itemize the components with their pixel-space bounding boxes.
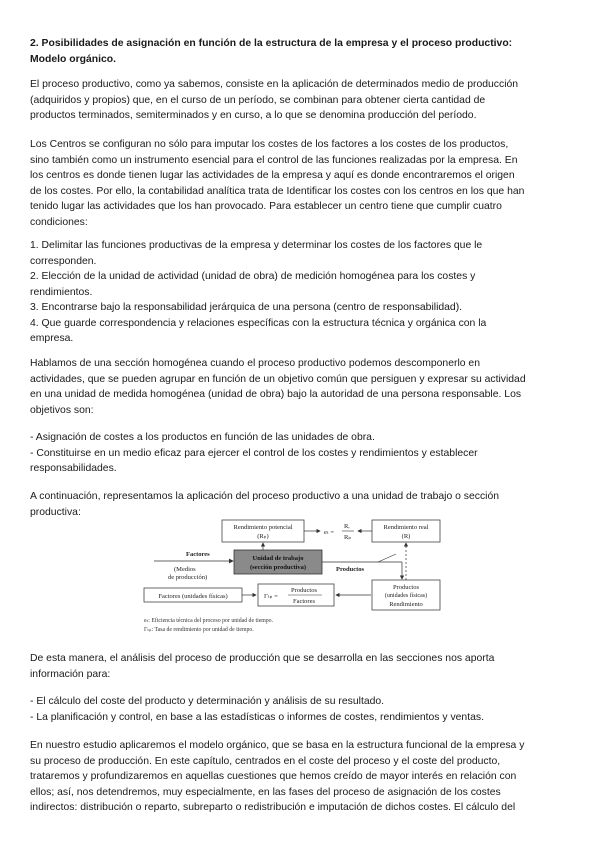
physical-factors-label: Factores (unidades físicas) (158, 593, 228, 600)
list-item: - Constituirse en un medio eficaz para ejercer el control de los costes y rendimientos y establecer (30, 447, 478, 459)
real-yield-label: Rendimiento real (383, 524, 429, 531)
text-line: productos terminados, semiterminados y en curso, a lo que se denomina producción del período. (30, 110, 477, 121)
text-line: trataremos y profundizaremos en aquellas cuestiones que hemos creído de mayor interés en relación con (30, 771, 517, 782)
text-line: En nuestro estudio aplicaremos el modelo orgánico, que se basa en la estructura funcional de la empresa y (30, 740, 525, 751)
list-item: 1. Delimitar las funciones productivas de la empresa y determinar los costes de los factores que le (30, 240, 483, 251)
list-item: 4. Que guarde correspondencia y relaciones específicas con la estructura técnica y orgánica con la (30, 317, 487, 329)
list-item: empresa. (30, 333, 74, 344)
paragraph-centers (30, 137, 570, 230)
text-line: objetivos son: (30, 404, 94, 416)
list-item: - Asignación de costes a los productos en función de las unidades de obra. (30, 432, 375, 443)
section-title-line: Modelo orgánico. (30, 53, 117, 65)
efficiency-lhs: eₜ = (324, 529, 335, 536)
work-unit-label: Unidad de trabajo (252, 555, 304, 562)
text-line: (adquiridos y propios) que, en el curso de un período, se combinan para obtener cierta cantidad de (30, 94, 486, 106)
products-box-title: Productos (393, 584, 419, 591)
list-item: 2. Elección de la unidad de actividad (unidad de obra) de medición homogénea para los costes y (30, 271, 476, 282)
factors-label: Factores (186, 551, 210, 558)
paragraph-homogeneous-section (30, 356, 570, 418)
production-process-diagram (140, 516, 462, 640)
legend-efficiency: eₜ: Eficiencia técnica del proceso por unidad de tiempo. (144, 618, 274, 624)
paragraph-production-process (30, 77, 570, 124)
paragraph-analysis (30, 651, 570, 682)
paragraph-organic-model (30, 738, 570, 816)
text-line: Los Centros se configuran no sólo para imputar los costes de los factores a los costes de los productos, (30, 139, 509, 150)
legend-yield-rate: Γₜₚ: Tasa de rendimiento por unidad de tiempo. (144, 627, 254, 633)
productive-section-label: (sección productiva) (249, 564, 307, 571)
branch-line (378, 554, 396, 562)
text-line: productiva: (30, 506, 81, 518)
text-line: A continuación, representamos la aplicación del proceso productivo a una unidad de trabajo o sección (30, 491, 500, 502)
physical-units-label: (unidades físicas) (384, 593, 428, 599)
efficiency-denominator: Rₚ (344, 534, 352, 541)
list-item: - El cálculo del coste del producto y determinación y análisis de su resultado. (30, 696, 385, 707)
ratio-denominator: Factores (292, 598, 316, 605)
means-label: (Medios (174, 566, 196, 573)
text-line: El proceso productivo, como ya sabemos, consiste en la aplicación de determinados medio de producción (30, 79, 519, 90)
text-line: tenido lugar las actividades que los han provocado. Para establecer un centro tiene que cumplir cuatro (30, 201, 502, 212)
text-line: información para: (30, 668, 111, 680)
potential-yield-symbol: (Rₚ) (257, 533, 269, 540)
section-title-line: 2. Posibilidades de asignación en función de la estructura de la empresa y el proceso productivo: (30, 38, 513, 49)
text-line: sino también como un instrumento esencial para el control de las funciones realizadas por la empresa. En (30, 154, 518, 166)
real-yield-symbol: (R) (401, 533, 411, 540)
conditions-list (30, 238, 570, 347)
list-item: rendimientos. (30, 286, 93, 298)
text-line: Hablamos de una sección homogénea cuando el proceso productivo podemos descomponerlo en (30, 358, 480, 369)
section-title (30, 36, 570, 67)
text-line: su proceso de producción. En este capítulo, centrados en el coste del proceso y el coste del producto, (30, 755, 501, 767)
text-line: indirectos: distribución o reparto, subreparto o redistribución e imputación de dichos costes. El cálculo del (30, 802, 516, 813)
text-line: los centros es donde tienen lugar las actividades de la empresa y aquí es donde encontraremos el origen (30, 170, 515, 181)
production-means-label: de producción) (168, 574, 208, 581)
list-item: 3. Encontrarse bajo la responsabilidad jerárquica de una persona (centro de responsabilidad). (30, 302, 463, 313)
text-line: ellos; así, nos detendremos, muy especialmente, en las fases del proceso de asignación de los costes (30, 786, 501, 798)
text-line: condiciones: (30, 216, 88, 228)
potential-yield-label: Rendimiento potencial (233, 524, 293, 531)
list-item: corresponden. (30, 255, 97, 267)
text-line: De esta manera, el análisis del proceso de producción que se desarrolla en las secciones nos aporta (30, 653, 495, 664)
yield-label: Rendimiento (389, 601, 423, 608)
ratio-lhs: Γₜₚ = (264, 593, 278, 600)
efficiency-numerator: Rᵣ (344, 523, 350, 530)
text-line: en una unidad de medida homogénea (unidad de obra) bajo la autoridad de una persona responsable. Los (30, 389, 522, 400)
list-item: - La planificación y control, en base a las estadísticas o informes de costes, rendimientos y ventas. (30, 711, 484, 723)
products-output-label: Productos (336, 566, 365, 573)
text-line: actividades, que se pueden agrupar en función de un objetivo común que persiguen y expresar su actividad (30, 373, 526, 385)
list-item: responsabilidades. (30, 463, 117, 474)
objectives-list (30, 430, 570, 477)
text-line: de los costes. Por ello, la contabilidad analítica trata de Identificar los costes con los centros en los que han (30, 185, 525, 197)
ratio-numerator: Productos (291, 587, 317, 594)
info-list (30, 694, 570, 725)
